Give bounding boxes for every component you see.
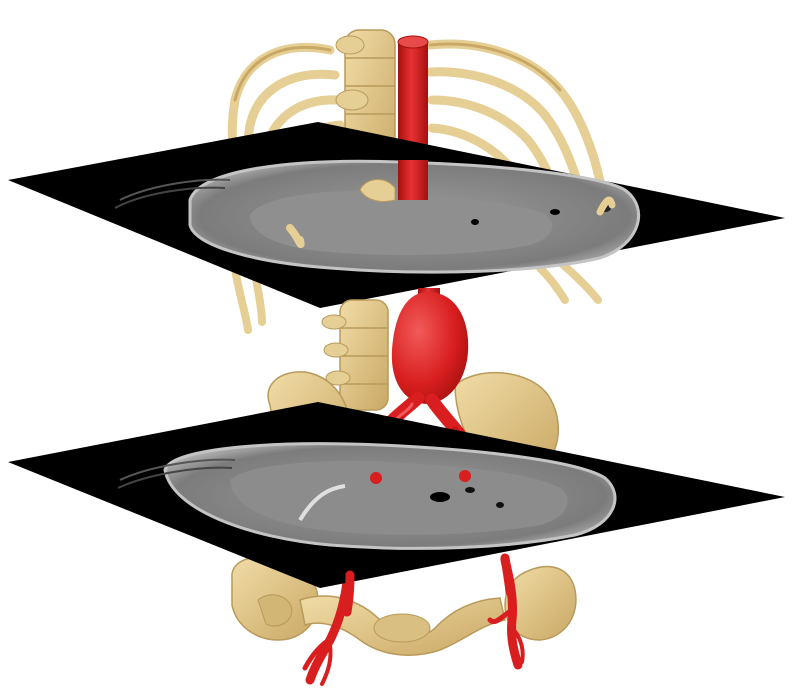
ct-slice-upper xyxy=(8,122,785,308)
ct-slice-lower xyxy=(8,402,785,588)
